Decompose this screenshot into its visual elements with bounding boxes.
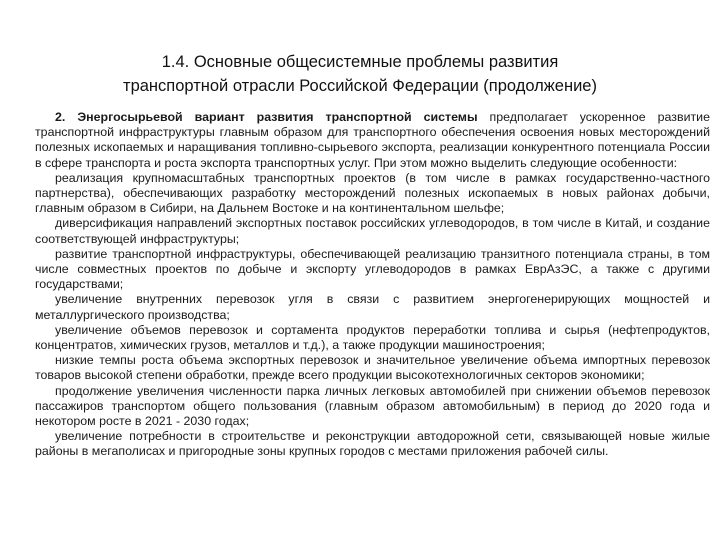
intro-text: предполагает ускоренное развитие транспортной инфраструктуры главным образом для транспортного обеспечения освоения новых месторождений полезных ископаемых и наращивания топливно-сырьевого экспорта, реализации конкурентного потенциала России в сфере транспорта и роста экспорта транспортных услуг. При этом можно выделить следующие особенности: (35, 110, 710, 170)
slide-title-line-2: транспортной отрасли Российской Федерации (продолжение) (123, 77, 597, 95)
intro-paragraph (35, 110, 710, 171)
list-item: увеличение объемов перевозок и сортамента продуктов переработки топлива и сырья (нефтепродуктов, концентратов, химических грузов, металлов и т.д.), а также продукции машиностроения; (35, 322, 710, 353)
list-item: развитие транспортной инфраструктуры, обеспечивающей реализацию транзитного потенциала страны, в том числе совместных проектов по добыче и экспорту углеводородов в рамках ЕврАзЭС, а также с другими государствами; (35, 246, 710, 292)
intro-lead: 2. Энергосырьевой вариант развития транспортной системы (55, 110, 478, 124)
slide-body (35, 110, 710, 460)
list-item: увеличение внутренних перевозок угля в связи с развитием энергогенерирующих мощностей и металлургического производства; (35, 292, 710, 322)
list-item: продолжение увеличения численности парка личных легковых автомобилей при снижении объемов перевозок пассажиров транспортом общего пользования (главным образом автомобильным) в период до 2020 года и некотором росте в 2021 - 2030 годах; (35, 383, 710, 429)
slide-title (40, 50, 680, 98)
list-item: реализация крупномасштабных транспортных проектов (в том числе в рамках государственно-частного партнерства), обеспечивающих разработку месторождений полезных ископаемых в новых районах добычи, главным образом в Сибири, на Дальнем Востоке и на континентальном шельфе; (35, 170, 710, 216)
list-item: низкие темпы роста объема экспортных перевозок и значительное увеличение объема импортных перевозок товаров высокой степени обработки, прежде всего продукции высокотехнологичных секторов экономики; (35, 353, 710, 383)
slide-title-line-1: 1.4. Основные общесистемные проблемы развития (161, 53, 559, 71)
list-item: увеличение потребности в строительстве и реконструкции автодорожной сети, связывающей новые жилые районы в мегаполисах и пригородные зоны крупных городов с местами приложения рабочей силы. (35, 429, 710, 459)
list-item: диверсификация направлений экспортных поставок российских углеводородов, в том числе в Китай, и создание соответствующей инфраструктуры; (35, 216, 710, 246)
